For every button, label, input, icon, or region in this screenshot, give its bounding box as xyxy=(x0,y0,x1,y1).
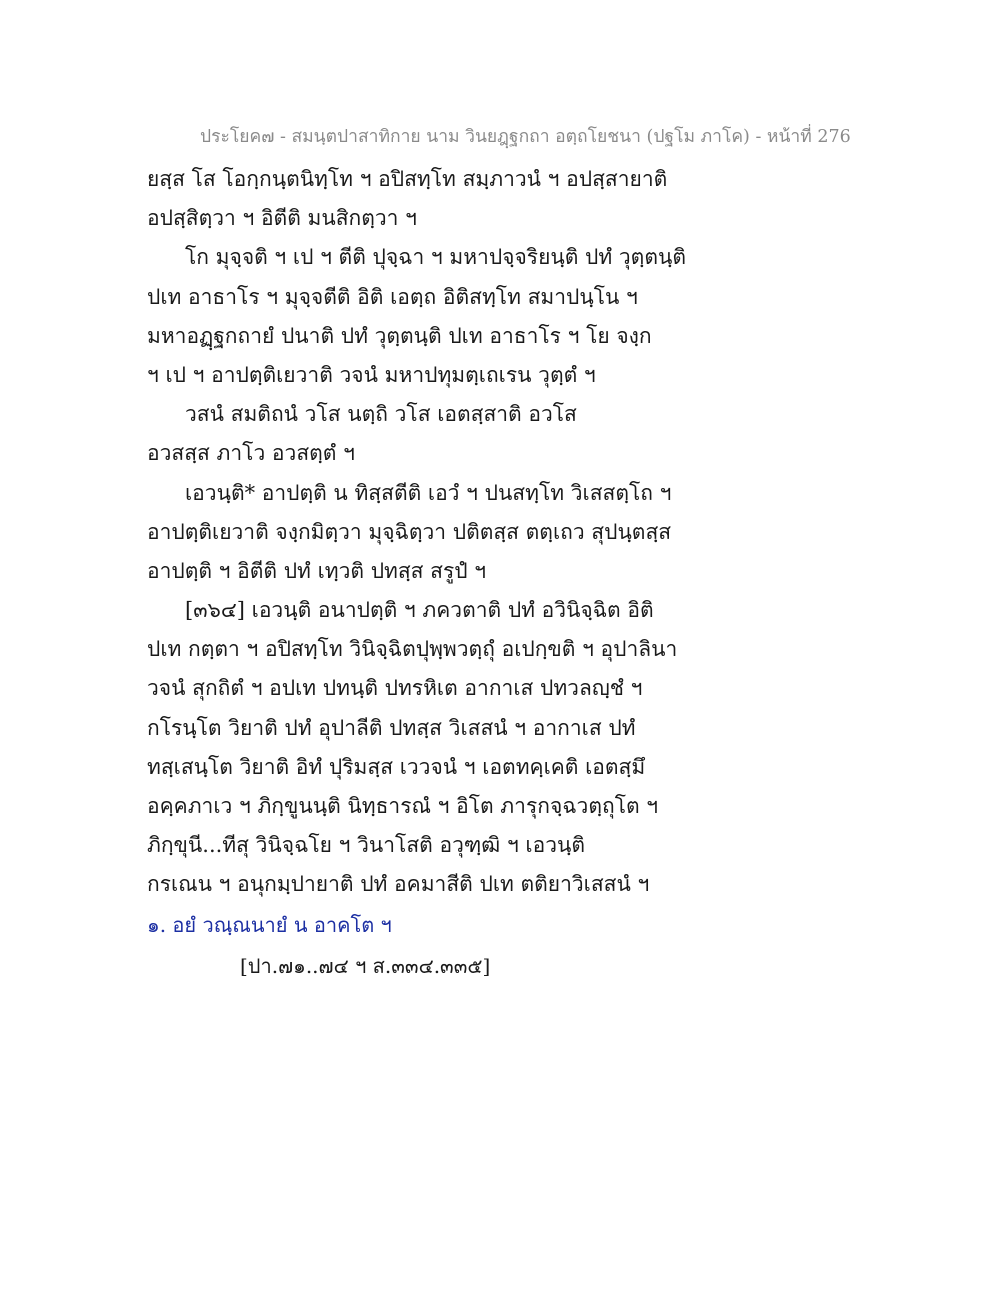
text-line: กโรนฺโต วิยาติ ปทํ อุปาลีติ ปทสฺส วิเสสนํ ฯ อากาเส ปทํ xyxy=(147,715,636,740)
running-header: ประโยค๗ - สมนฺตปาสาทิกาย นาม วินยฎฺฐกถา อตฺถโยชนา (ปฐโม ภาโค) - หน้าที่ 276 xyxy=(200,127,851,147)
text-line: [๓๖๔] เอวนฺติ อนาปตฺติ ฯ ภควตาติ ปทํ อวินิจฺฉิต อิติ xyxy=(185,598,654,623)
text-line: วจนํ สุกถิตํ ฯ อปเท ปทนฺติ ปทรหิเต อากาเส ปทวลญฺชํ ฯ xyxy=(147,676,643,701)
page-reference: [ปา.๗๑..๗๔ ฯ ส.๓๓๔.๓๓๕] xyxy=(240,954,491,978)
text-line: วสนํ สมติถนํ วโส นตฺถิ วโส เอตสฺสาติ อวโส xyxy=(185,402,577,427)
text-line: ปเท อาธาโร ฯ มุจฺจตีติ อิติ เอตฺถ อิติสทฺโท สมาปนฺโน ฯ xyxy=(147,284,638,309)
text-line: กรเณน ฯ อนุกมฺปายาติ ปทํ อคมาสีติ ปเท ตติยาวิเสสนํ ฯ xyxy=(147,872,650,897)
text-line: อปสฺสิตฺวา ฯ อิตีติ มนสิกตฺวา ฯ xyxy=(147,206,417,231)
footnote: ๑. อยํ วณฺณนายํ น อาคโต ฯ xyxy=(147,913,392,937)
body-text xyxy=(147,160,847,905)
text-line: อาปตฺติเยวาติ จงฺกมิตฺวา มุจฺฉิตฺวา ปติตสฺส ตตฺเถว สุปนฺตสฺส xyxy=(147,519,672,544)
text-line: ยสฺส โส โอกฺกนฺตนิทฺโท ฯ อปิสทฺโท สมฺภาวนํ ฯ อปสฺสายาติ xyxy=(147,167,668,191)
text-line: ปเท กตฺตา ฯ อปิสทฺโท วินิจฺฉิตปุพฺพวตฺถุํ อเปกฺขติ ฯ อุปาลินา xyxy=(147,637,678,662)
text-line: ทสฺเสนฺโต วิยาติ อิทํ ปุริมสฺส เววจนํ ฯ เอตทคฺเคติ เอตสฺมึ xyxy=(147,754,646,779)
text-line: อวสสฺส ภาโว อวสตฺตํ ฯ xyxy=(147,441,355,466)
text-line: ภิกฺขุนี...ทีสุ วินิจฺฉโย ฯ วินาโสติ อวุฑฺฒิ ฯ เอวนฺติ xyxy=(147,833,585,858)
text-line: อาปตฺติ ฯ อิตีติ ปทํ เทฺวติ ปทสฺส สรูปํ ฯ xyxy=(147,558,487,583)
text-line: ฯ เป ฯ อาปตฺติเยวาติ วจนํ มหาปทุมตฺเถเรน วุตฺตํ ฯ xyxy=(147,362,596,387)
text-line: มหาอฏฺฐกถายํ ปนาติ ปทํ วุตฺตนฺติ ปเท อาธาโร ฯ โย จงฺก xyxy=(147,323,652,348)
text-line: โก มุจฺจติ ฯ เป ฯ ตีติ ปุจฺฉา ฯ มหาปจฺจริยนฺติ ปทํ วุตฺตนฺติ xyxy=(185,245,686,270)
text-line: อคฺคภาเว ฯ ภิกฺขูนนฺติ นิทฺธารณํ ฯ อิโต ภารุกจฺฉวตฺถุโต ฯ xyxy=(147,794,659,818)
text-line: เอวนฺติ* อาปตฺติ น ทิสฺสตีติ เอวํ ฯ ปนสทฺโท วิเสสตฺโถ ฯ xyxy=(185,480,672,505)
